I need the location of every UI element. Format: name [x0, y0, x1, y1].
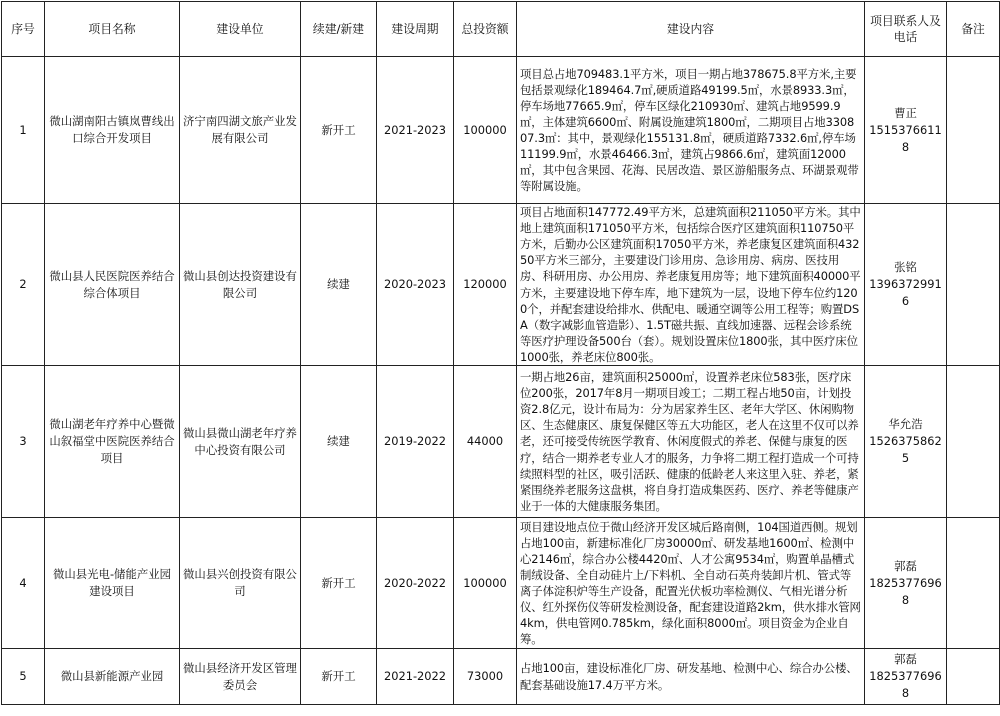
cell-period: 2020-2022 [377, 518, 454, 649]
table-row [2, 57, 1000, 204]
cell-type: 新开工 [301, 518, 377, 649]
cell-content: 项目总占地709483.1平方米，项目一期占地378675.8平方米,主要包括景观绿化189464.7㎡,硬质道路49199.5㎡，水景8933.3㎡，停车场地77665.9㎡，停车区绿化210930㎡、建筑占地9599.9㎡，主体建筑6600㎡、附属设施建筑1800㎡，二期项目占地330807.3㎡：其中，景观绿化155131.8㎡，硬质道路7332.6㎡,停车场11199.9㎡，水景46466.3㎡，建筑占9866.6㎡，建筑面12000㎡，其中包含果园、花海、民居改造、景区游船服务点、环湖景观带等附属设施。 [517, 57, 865, 204]
table-row [2, 518, 1000, 649]
cell-investment: 44000 [454, 366, 517, 518]
cell-name: 微山湖老年疗养中心暨微山叙福堂中医院医养结合项目 [45, 366, 180, 518]
cell-contact [865, 204, 947, 366]
contact-phone: 15153766118 [869, 122, 942, 154]
cell-type: 续建 [301, 366, 377, 518]
header-period: 建设周期 [377, 2, 454, 57]
cell-investment: 73000 [454, 649, 517, 705]
cell-period: 2019-2022 [377, 366, 454, 518]
cell-unit: 微山县兴创投资有限公司 [180, 518, 301, 649]
header-index: 序号 [2, 2, 45, 57]
cell-unit: 微山县微山湖老年疗养中心投资有限公司 [180, 366, 301, 518]
cell-type: 续建 [301, 204, 377, 366]
contact-name: 张铭 [894, 260, 917, 274]
cell-period: 2020-2023 [377, 204, 454, 366]
cell-type: 新开工 [301, 649, 377, 705]
contact-name: 郭磊 [894, 652, 917, 666]
cell-content: 占地100亩，建设标准化厂房、研发基地、检测中心、综合办公楼、配套基础设施17.4万平方米。 [517, 649, 865, 705]
cell-name: 微山县人民医院医养结合综合体项目 [45, 204, 180, 366]
header-type: 续建/新建 [301, 2, 377, 57]
header-unit: 建设单位 [180, 2, 301, 57]
cell-remark [947, 518, 1000, 649]
cell-investment: 100000 [454, 518, 517, 649]
contact-phone: 15263758625 [869, 434, 942, 465]
cell-contact [865, 518, 947, 649]
cell-period: 2021-2022 [377, 649, 454, 705]
cell-index: 2 [2, 204, 45, 366]
cell-name: 微山湖南阳古镇岚曹线出口综合开发项目 [45, 57, 180, 204]
contact-name: 华允浩 [888, 417, 923, 431]
header-remark: 备注 [947, 2, 1000, 57]
table-header-row [2, 2, 1000, 57]
cell-contact [865, 649, 947, 705]
table-row [2, 204, 1000, 366]
project-table [1, 1, 1000, 705]
cell-investment: 100000 [454, 57, 517, 204]
cell-content: 项目建设地点位于微山经济开发区城后路南侧，104国道西侧。规划占地100亩，新建标准化厂房30000㎡、研发基地1600㎡、检测中心2146㎡，综合办公楼4420㎡、人才公寓9534㎡，购置单晶槽式制绒设备、全自动硅片上/下料机、全自动石英舟装卸片机、管式等离子体淀积炉等生产设备，配置光伏板功率检测仪、气相光谱分析仪、红外探伤仪等研发检测设备，配套建设道路2km，供水排水管网4km，供电管网0.785km，绿化面积8000㎡。项目资金为企业自筹。 [517, 518, 865, 649]
cell-type: 新开工 [301, 57, 377, 204]
contact-phone: 18253776968 [869, 669, 942, 700]
header-contact: 项目联系人及电话 [865, 2, 947, 57]
table-row [2, 366, 1000, 518]
cell-contact [865, 57, 947, 204]
cell-name: 微山县光电-储能产业园建设项目 [45, 518, 180, 649]
cell-unit: 微山县创达投资建设有限公司 [180, 204, 301, 366]
cell-index: 4 [2, 518, 45, 649]
contact-name: 郭磊 [894, 558, 917, 573]
cell-investment: 120000 [454, 204, 517, 366]
contact-name: 曹正 [894, 105, 917, 120]
cell-index: 3 [2, 366, 45, 518]
contact-phone: 13963729916 [869, 277, 942, 308]
cell-remark [947, 57, 1000, 204]
cell-index: 5 [2, 649, 45, 705]
table-row [2, 649, 1000, 705]
cell-name: 微山县新能源产业园 [45, 649, 180, 705]
cell-contact [865, 366, 947, 518]
contact-phone: 18253776968 [869, 575, 942, 607]
cell-remark [947, 366, 1000, 518]
cell-remark [947, 204, 1000, 366]
cell-unit: 微山县经济开发区管理委员会 [180, 649, 301, 705]
cell-content: 一期占地26亩，建筑面积25000㎡，设置养老床位583张，医疗床位200张，2017年8月一期项目竣工；二期工程占地50亩，计划投资2.8亿元，设计布局为：分为居家养生区、老年大学区、休闲购物区、生态健康区、康复保健区等五大功能区，老人在这里不仅可以养老，还可接受传统医学教育、休闲度假式的养老、保健与康复的医疗，结合一期养老专业人才的服务，力争将二期工程打造成一个可持续照料型的社区，吸引活跃、健康的低龄老人来这里入驻、养老，紧紧围绕养老服务这盘棋，将自身打造成集医药、医疗、养老等健康产业于一体的大健康服务集团。 [517, 366, 865, 518]
header-investment: 总投资额 [454, 2, 517, 57]
header-content: 建设内容 [517, 2, 865, 57]
cell-unit: 济宁南四湖文旅产业发展有限公司 [180, 57, 301, 204]
cell-remark [947, 649, 1000, 705]
cell-period: 2021-2023 [377, 57, 454, 204]
cell-content: 项目占地面积147772.49平方米，总建筑面积211050平方米。其中地上建筑面积171050平方米，包括综合医疗区建筑面积110750平方米，后勤办公区建筑面积17050平方米，养老康复区建筑面积43250平方米三部分，主要建设门诊用房、急诊用房、病房、医技用房、科研用房、办公用房、养老康复用房等；地下建筑面积40000平方米，主要建设地下停车库，地下建筑为一层，设地下停车位约1200个，并配套建设给排水、供配电、暖通空调等公用工程等；购置DSA（数字减影血管造影）、1.5T磁共振、直线加速器、远程会诊系统等医疗护理设备500台（套）。规划设置床位1800张，其中医疗床位1000张，养老床位800张。 [517, 204, 865, 366]
cell-index: 1 [2, 57, 45, 204]
header-name: 项目名称 [45, 2, 180, 57]
